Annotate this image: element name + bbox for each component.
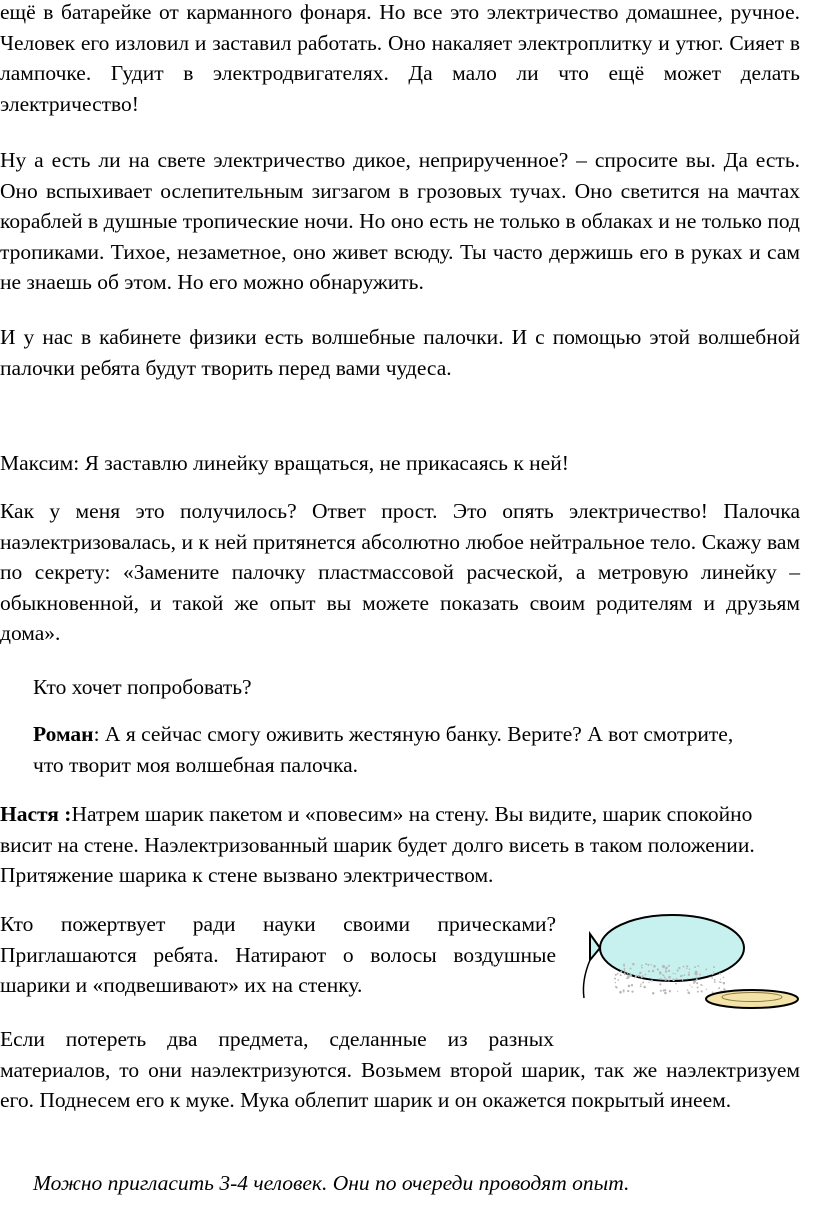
paragraph-5: Как у меня это получилось? Ответ прост. Это опять электричество! Палочка наэлектризовалась, и к ней притянется абсолютно любое нейтральное тело. Скажу вам по секрету: «Замените палочку пластмассовой расческой, а метровую линейку – обыкновенной, и такой же опыт вы можете показать своим родителям и друзьям дома». bbox=[0, 499, 800, 645]
paragraph-10-text: Если потереть два предмета, сделанные из разных материалов, то они наэлектризуются. Возьмем второй шарик, так же наэлектризуем его. Поднесем его к муке. Мука облепит шарик и он окажется покрытый инеем. bbox=[0, 1027, 800, 1112]
speaker-roman: Роман bbox=[33, 722, 94, 746]
paragraph-who-wants: Кто хочет попробовать? bbox=[33, 675, 252, 699]
balloon-with-flour-plate-icon bbox=[580, 912, 806, 1020]
plate-icon bbox=[706, 990, 798, 1008]
paragraph-roman bbox=[0, 719, 760, 780]
paragraph-10 bbox=[0, 1024, 800, 1116]
paragraph-maksim: Максим: Я заставлю линейку вращаться, не прикасаясь к ней! bbox=[0, 451, 569, 475]
paragraph-nastya bbox=[0, 799, 780, 891]
nastya-text: Натрем шарик пакетом и «повесим» на стену. Вы видите, шарик спокойно висит на стене. Наэлектризованный шарик будет долго висеть в таком положении. Притяжение шарика к стене вызвано электричеством. bbox=[0, 802, 755, 887]
paragraph-3: И у нас в кабинете физики есть волшебные палочки. И с помощью этой волшебной палочки ребята будут творить перед вами чудеса. bbox=[0, 325, 800, 380]
paragraph-1: ещё в батарейке от карманного фонаря. Но все это электричество домашнее, ручное. Человек его изловил и заставил работать. Оно накаляет электроплитку и утюг. Сияет в лампочке. Гудит в электродвигателях. Да мало ли что ещё может делать электричество! bbox=[0, 0, 800, 116]
paragraph-11: Можно пригласить 3-4 человек. Они по очереди проводят опыт. bbox=[33, 1171, 630, 1195]
paragraph-2: Ну а есть ли на свете электричество дикое, неприрученное? – спросите вы. Да есть. Оно вспыхивает ослепительным зигзагом в грозовых тучах. Оно светится на мачтах кораблей в душные тропические ночи. Но оно есть не только в облаках и не только под тропиками. Тихое, незаметное, оно живет всюду. Ты часто держишь его в руках и сам не знаешь об этом. Но его можно обнаружить. bbox=[0, 148, 800, 294]
balloon-icon bbox=[583, 915, 744, 998]
speaker-nastya: Настя : bbox=[0, 802, 72, 826]
roman-text: : А я сейчас смогу оживить жестяную банку. Верите? А вот смотрите, что творит моя волшебная палочка. bbox=[33, 722, 734, 777]
paragraph-9: Кто пожертвует ради науки своими прическами? Приглашаются ребята. Натирают о волосы воздушные шарики и «подвешивают» их на стенку. bbox=[0, 912, 556, 997]
